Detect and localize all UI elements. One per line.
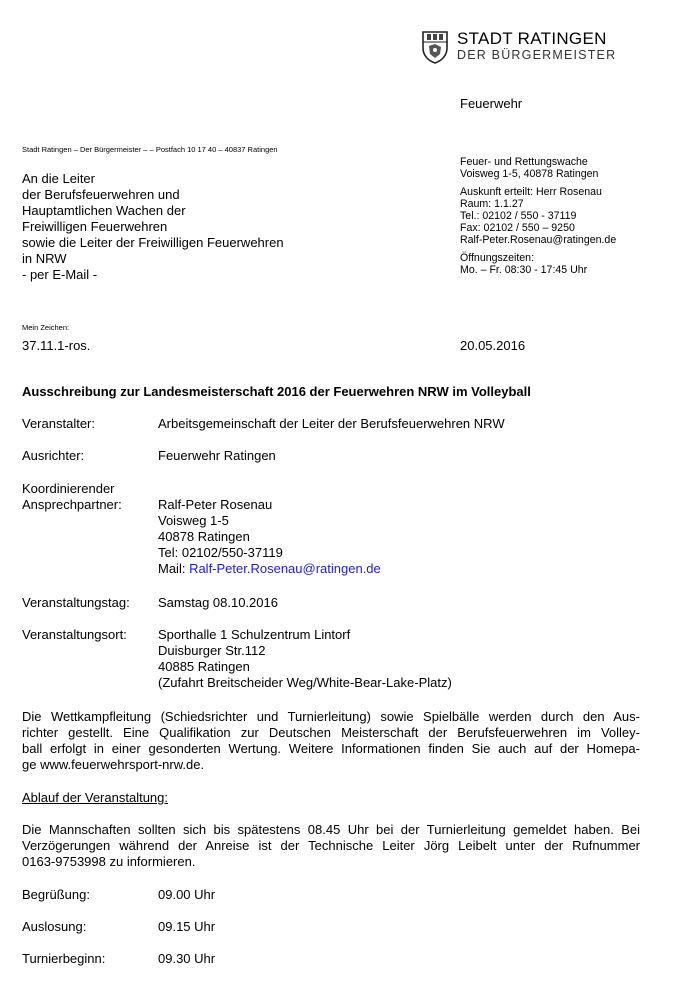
- arrival-paragraph: [22, 822, 640, 870]
- organizer-value: Arbeitsgemeinschaft der Leiter der Berufsfeuerwehren NRW: [158, 416, 505, 431]
- recipient-line: Freiwilligen Feuerwehren: [22, 219, 168, 234]
- venue-label: Veranstaltungsort:: [22, 627, 127, 642]
- paragraph-line: ge www.feuerwehrsport-nrw.de.: [22, 757, 205, 772]
- schedule-label: Auslosung:: [22, 919, 87, 934]
- day-label: Veranstaltungstag:: [22, 595, 130, 610]
- recipient-line: An die Leiter: [22, 171, 95, 186]
- opening-hours: Mo. – Fr. 08:30 - 17:45 Uhr: [460, 264, 588, 276]
- venue-address: [158, 627, 452, 691]
- recipient-line: der Berufsfeuerwehren und: [22, 187, 180, 202]
- host-value: Feuerwehr Ratingen: [158, 448, 276, 463]
- sender-info: [460, 156, 616, 276]
- organizer-label: Veranstalter:: [22, 416, 95, 431]
- paragraph-line: Verzögerungen während der Anreise ist der Technische Leiter Jörg Leibelt unter der Rufnummer: [22, 838, 640, 853]
- recipient-line: in NRW: [22, 251, 67, 266]
- coordinator-line: Ralf-Peter Rosenau: [158, 497, 273, 512]
- recipient-line: Hauptamtlichen Wachen der: [22, 203, 186, 218]
- sender-address: Voisweg 1-5, 40878 Ratingen: [460, 168, 599, 180]
- schedule-label: Turnierbeginn:: [22, 951, 106, 966]
- venue-line: Sporthalle 1 Schulzentrum Lintorf: [158, 627, 351, 642]
- letter-date: 20.05.2016: [460, 338, 526, 353]
- coordinator-label: Ansprechpartner:: [22, 497, 122, 512]
- paragraph-line: richter gestellt. Eine Qualifikation zur Deutschen Meisterschaft der Berufsfeuerwehren im Volley-: [22, 725, 640, 740]
- contact-person: Auskunft erteilt: Herr Rosenau: [460, 186, 602, 198]
- venue-line: Duisburger Str.112: [158, 643, 266, 658]
- reference-value: 37.11.1-ros.: [22, 338, 91, 353]
- coordinator-mail-line: [158, 561, 381, 577]
- paragraph-line: ball erfolgt in einer gesonderten Wertung. Weitere Informationen finden Sie auch auf der Homepa-: [22, 741, 640, 756]
- return-address: Stadt Ratingen – Der Bürgermeister – – Postfach 10 17 40 – 40837 Ratingen: [22, 145, 278, 154]
- recipient-line: - per E-Mail -: [22, 267, 98, 282]
- schedule-time: 09.00 Uhr: [158, 887, 216, 902]
- coordinator-line: 40878 Ratingen: [158, 529, 250, 544]
- schedule-time: 09.30 Uhr: [158, 951, 216, 966]
- day-value: Samstag 08.10.2016: [158, 595, 278, 610]
- schedule-label: Begrüßung:: [22, 887, 90, 902]
- coordinator-line: Tel: 02102/550-37119: [158, 545, 283, 560]
- paragraph-line: Die Wettkampfleitung (Schiedsrichter und Turnierleitung) sowie Spielbälle werden durch den Aus-: [22, 709, 640, 724]
- mail-prefix: Mail:: [158, 561, 190, 576]
- hours-label: Öffnungszeiten:: [460, 252, 535, 264]
- reference-label: Mein Zeichen:: [22, 323, 70, 332]
- sender-unit: Feuer- und Rettungswache: [460, 156, 588, 168]
- venue-line: (Zufahrt Breitscheider Weg/White-Bear-Lake-Platz): [158, 675, 452, 690]
- paragraph-line: Die Mannschaften sollten sich bis spätestens 08.45 Uhr bei der Turnierleitung gemeldet haben. Bei: [22, 822, 640, 837]
- host-label: Ausrichter:: [22, 448, 85, 463]
- venue-line: 40885 Ratingen: [158, 659, 250, 674]
- contact-phone: Tel.: 02102 / 550 - 37119: [460, 210, 577, 222]
- contact-email: Ralf-Peter.Rosenau@ratingen.de: [460, 234, 617, 246]
- schedule-heading: Ablauf der Veranstaltung:: [22, 790, 168, 805]
- recipient-line: sowie die Leiter der Freiwilligen Feuerwehren: [22, 235, 284, 250]
- coordinator-email-link[interactable]: Ralf-Peter.Rosenau@ratingen.de: [189, 561, 381, 576]
- subject-line: Ausschreibung zur Landesmeisterschaft 2016 der Feuerwehren NRW im Volleyball: [22, 384, 531, 399]
- coordinator-contact: [158, 497, 381, 577]
- schedule-time: 09.15 Uhr: [158, 919, 216, 934]
- info-paragraph: [22, 709, 640, 773]
- letterhead-office: DER BÜRGERMEISTER: [457, 48, 617, 62]
- recipient-address: [22, 171, 284, 283]
- contact-room: Raum: 1.1.27: [460, 198, 524, 210]
- coordinator-line: Voisweg 1-5: [158, 513, 229, 528]
- coat-of-arms-icon: [421, 30, 449, 64]
- letterhead-city: STADT RATINGEN: [457, 29, 607, 48]
- department-name: Feuerwehr: [460, 96, 523, 111]
- contact-fax: Fax: 02102 / 550 – 9250: [460, 222, 575, 234]
- coordinator-label: Koordinierender: [22, 481, 115, 496]
- paragraph-line: 0163-9753998 zu informieren.: [22, 854, 196, 869]
